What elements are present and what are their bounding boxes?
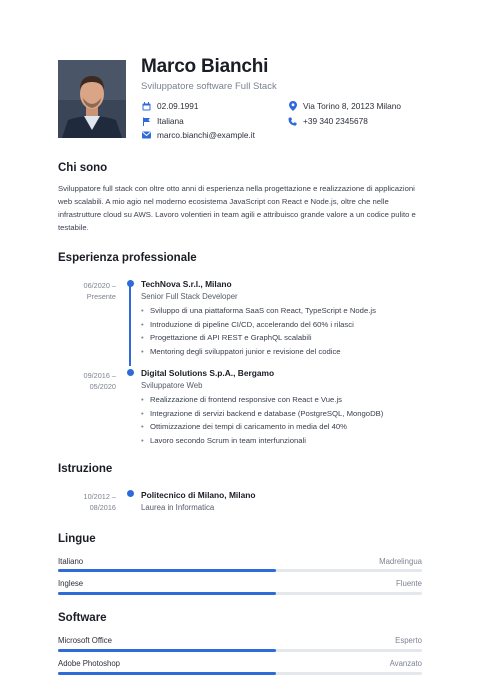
location-pin-icon	[287, 101, 298, 111]
nationality-row	[141, 116, 184, 126]
software-name: Microsoft Office	[58, 636, 113, 645]
list-item: • Ottimizzazione dei tempi di caricamento in media del 40%	[141, 420, 383, 434]
phone-icon	[287, 116, 298, 126]
education-date	[56, 492, 116, 513]
date-end: 05/2020	[89, 381, 116, 391]
software-level: Avanzato	[389, 659, 422, 668]
language-bar	[58, 569, 422, 572]
phone-row[interactable]	[287, 116, 368, 126]
experience-position: Senior Full Stack Developer	[141, 292, 238, 301]
language-level: Madrelingua	[379, 557, 422, 566]
software-level: Esperto	[395, 636, 422, 645]
email[interactable]: marco.bianchi@example.it	[157, 130, 255, 140]
email-row[interactable]	[141, 130, 255, 140]
list-item: • Realizzazione di frontend responsive con React e Vue.js	[141, 393, 383, 407]
phone[interactable]: +39 340 2345678	[303, 116, 368, 126]
list-item: • Progettazione di API REST e GraphQL scalabili	[141, 331, 376, 345]
date-end: Presente	[86, 291, 116, 301]
list-item: • Integrazione di servizi backend e database (PostgreSQL, MongoDB)	[141, 407, 383, 421]
language-level: Fluente	[395, 579, 422, 588]
language-name: Italiano	[58, 557, 84, 566]
software-bar-fill	[58, 649, 276, 652]
about-text: Sviluppatore full stack con oltre otto anni di esperienza nella progettazione e realizzazione di applicazioni web scalabili. A mio agio nel moderno ecosistema JavaScript con React e Node.js, oltre che nelle infrastrutture cloud su AWS. Lavoro volentieri in team agili e attribuisco grande valore a un codice pulito e testabile.	[58, 184, 416, 232]
list-item: • Lavoro secondo Scrum in team interfunzionali	[141, 434, 383, 448]
experience-company: TechNova S.r.l., Milano	[141, 279, 232, 289]
timeline-dot	[127, 280, 134, 287]
flag-icon	[141, 116, 152, 126]
timeline-line	[129, 282, 131, 366]
address: Via Torino 8, 20123 Milano	[303, 101, 401, 111]
experience-bullets	[141, 304, 376, 359]
mail-icon	[141, 130, 152, 140]
experience-bullets	[141, 393, 383, 448]
software-bar	[58, 649, 422, 652]
software-name: Adobe Photoshop	[58, 659, 120, 668]
date-start: 10/2012 –	[83, 492, 116, 501]
language-name: Inglese	[58, 579, 84, 588]
software-bar-fill	[58, 672, 276, 675]
software-bar	[58, 672, 422, 675]
section-title-software: Software	[58, 612, 107, 624]
address-row	[287, 101, 401, 111]
timeline-dot	[127, 369, 134, 376]
section-title-about: Chi sono	[58, 162, 108, 174]
calendar-icon	[141, 101, 152, 111]
profile-photo	[58, 60, 126, 138]
experience-date	[56, 371, 116, 392]
job-title: Sviluppatore software Full Stack	[141, 81, 277, 92]
education-degree: Laurea in Informatica	[141, 503, 215, 512]
experience-position: Sviluppatore Web	[141, 381, 203, 390]
language-bar-fill	[58, 569, 276, 572]
section-title-education: Istruzione	[58, 463, 113, 475]
timeline-dot	[127, 490, 134, 497]
section-title-experience: Esperienza professionale	[58, 252, 197, 264]
nationality: Italiana	[157, 116, 184, 126]
date-end: 08/2016	[89, 502, 116, 512]
person-name: Marco Bianchi	[141, 56, 269, 77]
birthdate-row	[141, 101, 199, 111]
list-item: • Sviluppo di una piattaforma SaaS con React, TypeScript e Node.js	[141, 304, 376, 318]
language-bar-fill	[58, 592, 276, 595]
list-item: • Introduzione di pipeline CI/CD, accelerando del 60% i rilasci	[141, 318, 376, 332]
date-start: 09/2016 –	[83, 371, 116, 380]
language-bar	[58, 592, 422, 595]
date-start: 06/2020 –	[83, 281, 116, 290]
education-institution: Politecnico di Milano, Milano	[141, 490, 256, 500]
birthdate: 02.09.1991	[157, 101, 199, 111]
experience-date	[56, 281, 116, 302]
list-item: • Mentoring degli sviluppatori junior e revisione del codice	[141, 345, 376, 359]
section-title-languages: Lingue	[58, 533, 96, 545]
experience-company: Digital Solutions S.p.A., Bergamo	[141, 368, 275, 378]
